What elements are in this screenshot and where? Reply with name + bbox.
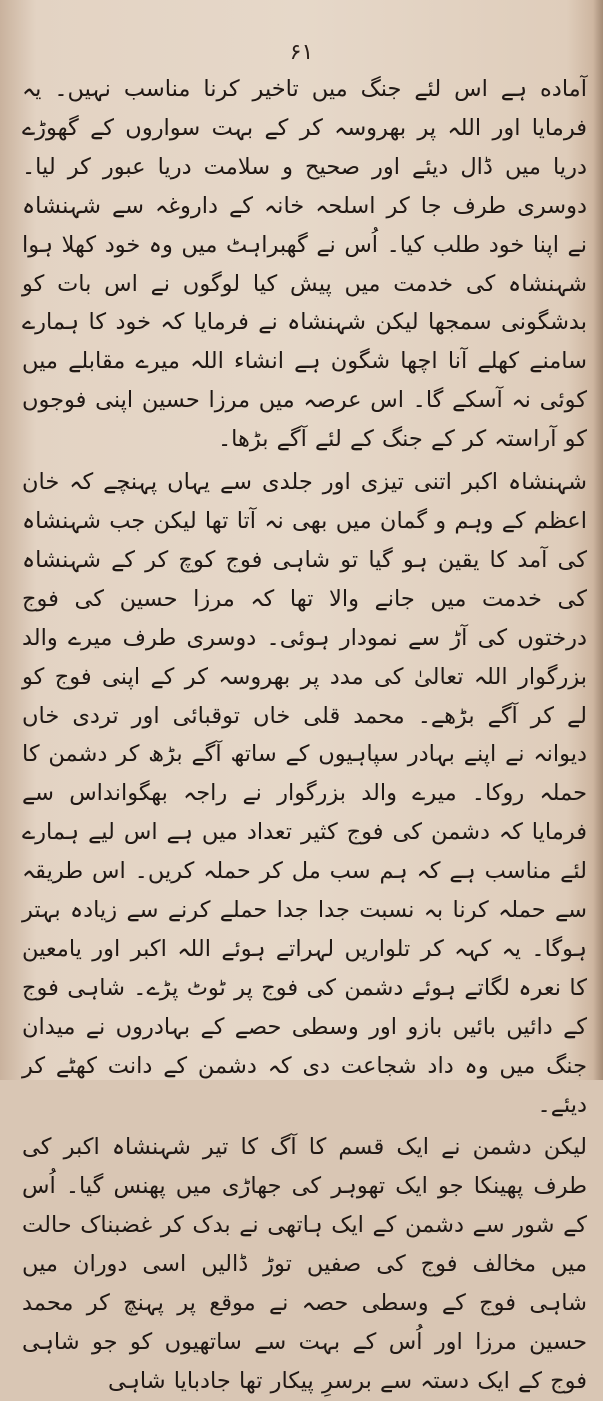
page-body-text (22, 70, 587, 1401)
paragraph-3: لیکن دشمن نے ایک قسم کا آگ کا تیر شہنشاہ اکبر کی طرف پھینکا جو ایک تھوہر کی جھاڑی میں پھنس گیا۔ اُس کے شور سے دشمن کے ایک ہاتھی نے بدک کر غضبناک حالت میں مخالف فوج کی صفیں توڑ ڈالیں اسی دوران میں شاہی فوج کے وسطی حصہ نے موقع پر پہنچ کر محمد حسین مرزا اور اُس کے بہت سے ساتھیوں کو جو شاہی فوج کے ایک دستہ سے برسرِ پیکار تھا جادبایا شاہی (22, 1134, 587, 1394)
paragraph-2: شہنشاہ اکبر اتنی تیزی اور جلدی سے یہاں پہنچے کہ خان اعظم کے وہم و گمان میں بھی نہ آتا تھا لیکن جب شہنشاہ کی آمد کا یقین ہو گیا تو شاہی فوج کوچ کر کے شہنشاہ کی خدمت میں جانے والا تھا کہ مرزا حسین کی فوج درختوں کی آڑ سے نمودار ہوئی۔ دوسری طرف میرے والد بزرگوار اللہ تعالیٰ کی مدد پر بھروسہ کر کے اپنی فوج کو لے کر آگے بڑھے۔ محمد قلی خاں توقبائی اور تردی خاں دیوانہ نے اپنے بہادر سپاہیوں کے ساتھ آگے بڑھ کر دشمن کا حملہ روکا۔ میرے والد بزرگوار نے راجہ بھگوانداس سے فرمایا کہ دشمن کی فوج کثیر تعداد میں ہے اس لیے ہمارے لئے مناسب ہے کہ ہم سب مل کر حملہ کریں۔ اس طریقہ سے حملہ کرنا بہ نسبت جدا جدا حملے کرنے سے زیادہ بہتر ہوگا۔ یہ کہہ کر تلواریں لہراتے ہوئے اللہ اکبر اور یامعین کا نعرہ لگاتے ہوئے دشمن کی فوج پر ٹوٹ پڑے۔ شاہی فوج کے دائیں بائیں بازو اور وسطی حصے کے بہادروں نے میدان جنگ میں وہ داد شجاعت دی کہ دشمن کے دانت کھٹے کر دیئے۔ (22, 469, 587, 1118)
page-edge-shadow (593, 0, 603, 1080)
page-number: ۶۱ (289, 40, 314, 65)
paragraph-1: آماده ہے اس لئے جنگ میں تاخیر کرنا مناسب نہیں۔ یہ فرمایا اور اللہ پر بھروسہ کر کے بہت سواروں کے گھوڑے دریا میں ڈال دیئے اور صحیح و سلامت دریا عبور کر لیا۔ دوسری طرف جا کر اسلحہ خانہ کے داروغہ سے شہنشاہ نے اپنا خود طلب کیا۔ اُس نے گھبراہٹ میں وہ خود کھلا ہوا شہنشاہ کی خدمت میں پیش کیا لوگوں نے اس بات کو بدشگونی سمجھا لیکن شہنشاہ نے فرمایا کہ خود کا ہمارے سامنے کھلے آنا اچھا شگون ہے انشاء اللہ میرے مقابلے میں کوئی نہ آسکے گا۔ اس عرصہ میں مرزا حسین اپنی فوجوں کو آراستہ کر کے جنگ کے لئے آگے بڑھا۔ (22, 76, 587, 453)
